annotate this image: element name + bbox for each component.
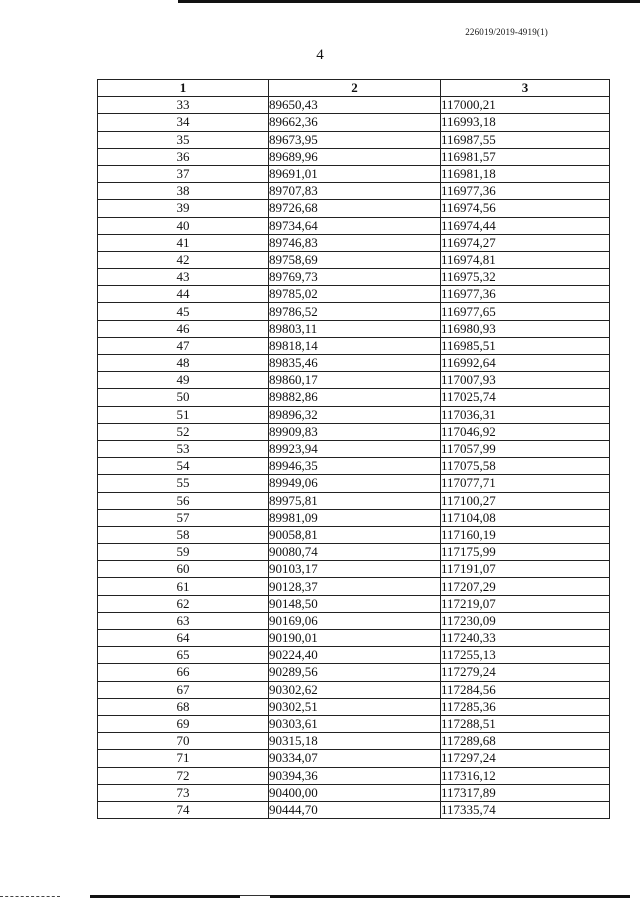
x-coordinate-cell: 89923,94 [269,440,441,457]
column-header-2: 2 [269,80,441,97]
point-number-cell: 46 [98,320,269,337]
y-coordinate-cell: 117240,33 [441,630,610,647]
point-number-cell: 47 [98,337,269,354]
table-row [98,269,610,286]
table-row [98,148,610,165]
y-coordinate-cell: 116987,55 [441,131,610,148]
x-coordinate-cell: 90080,74 [269,544,441,561]
table-header-row [98,80,610,97]
table-row [98,286,610,303]
x-coordinate-cell: 90302,51 [269,698,441,715]
y-coordinate-cell: 117279,24 [441,664,610,681]
document-id: 226019/2019-4919(1) [465,27,548,37]
table-row [98,183,610,200]
point-number-cell: 43 [98,269,269,286]
point-number-cell: 51 [98,406,269,423]
point-number-cell: 44 [98,286,269,303]
y-coordinate-cell: 117284,56 [441,681,610,698]
x-coordinate-cell: 90315,18 [269,733,441,750]
x-coordinate-cell: 90128,37 [269,578,441,595]
point-number-cell: 62 [98,595,269,612]
point-number-cell: 64 [98,630,269,647]
y-coordinate-cell: 117100,27 [441,492,610,509]
table-row [98,200,610,217]
table-row [98,114,610,131]
column-header-3: 3 [441,80,610,97]
point-number-cell: 57 [98,509,269,526]
table-row [98,784,610,801]
y-coordinate-cell: 117285,36 [441,698,610,715]
x-coordinate-cell: 89981,09 [269,509,441,526]
point-number-cell: 65 [98,647,269,664]
x-coordinate-cell: 90302,62 [269,681,441,698]
x-coordinate-cell: 89673,95 [269,131,441,148]
table-row [98,165,610,182]
table-row [98,733,610,750]
table-row [98,767,610,784]
y-coordinate-cell: 117175,99 [441,544,610,561]
point-number-cell: 69 [98,715,269,732]
y-coordinate-cell: 116977,65 [441,303,610,320]
x-coordinate-cell: 90190,01 [269,630,441,647]
point-number-cell: 53 [98,440,269,457]
table-row [98,372,610,389]
table-row [98,389,610,406]
y-coordinate-cell: 117007,93 [441,372,610,389]
y-coordinate-cell: 116980,93 [441,320,610,337]
table-row [98,251,610,268]
x-coordinate-cell: 90224,40 [269,647,441,664]
x-coordinate-cell: 89769,73 [269,269,441,286]
point-number-cell: 54 [98,458,269,475]
table-row [98,234,610,251]
y-coordinate-cell: 116974,56 [441,200,610,217]
x-coordinate-cell: 89650,43 [269,97,441,114]
x-coordinate-cell: 89975,81 [269,492,441,509]
x-coordinate-cell: 89835,46 [269,355,441,372]
y-coordinate-cell: 117000,21 [441,97,610,114]
x-coordinate-cell: 90303,61 [269,715,441,732]
table-row [98,647,610,664]
x-coordinate-cell: 89691,01 [269,165,441,182]
table-row [98,406,610,423]
y-coordinate-cell: 116977,36 [441,286,610,303]
table-row [98,664,610,681]
y-coordinate-cell: 116974,81 [441,251,610,268]
table-row [98,355,610,372]
y-coordinate-cell: 117297,24 [441,750,610,767]
table-row [98,630,610,647]
table-row [98,526,610,543]
x-coordinate-cell: 89909,83 [269,423,441,440]
x-coordinate-cell: 89860,17 [269,372,441,389]
y-coordinate-cell: 117316,12 [441,767,610,784]
y-coordinate-cell: 117077,71 [441,475,610,492]
x-coordinate-cell: 89803,11 [269,320,441,337]
y-coordinate-cell: 117288,51 [441,715,610,732]
x-coordinate-cell: 90394,36 [269,767,441,784]
y-coordinate-cell: 117335,74 [441,801,610,818]
table-row [98,612,610,629]
page-number: 4 [316,47,324,63]
y-coordinate-cell: 116981,57 [441,148,610,165]
y-coordinate-cell: 116985,51 [441,337,610,354]
y-coordinate-cell: 117046,92 [441,423,610,440]
point-number-cell: 70 [98,733,269,750]
y-coordinate-cell: 117230,09 [441,612,610,629]
table-row [98,595,610,612]
point-number-cell: 48 [98,355,269,372]
y-coordinate-cell: 116981,18 [441,165,610,182]
table-body [98,97,610,819]
point-number-cell: 38 [98,183,269,200]
y-coordinate-cell: 117191,07 [441,561,610,578]
x-coordinate-cell: 90400,00 [269,784,441,801]
point-number-cell: 60 [98,561,269,578]
point-number-cell: 61 [98,578,269,595]
x-coordinate-cell: 90289,56 [269,664,441,681]
y-coordinate-cell: 116977,36 [441,183,610,200]
point-number-cell: 34 [98,114,269,131]
y-coordinate-cell: 117104,08 [441,509,610,526]
y-coordinate-cell: 117317,89 [441,784,610,801]
table-row [98,475,610,492]
table-row [98,544,610,561]
x-coordinate-cell: 90444,70 [269,801,441,818]
y-coordinate-cell: 117057,99 [441,440,610,457]
table-row [98,320,610,337]
point-number-cell: 74 [98,801,269,818]
y-coordinate-cell: 117036,31 [441,406,610,423]
point-number-cell: 59 [98,544,269,561]
x-coordinate-cell: 89949,06 [269,475,441,492]
x-coordinate-cell: 90334,07 [269,750,441,767]
table-row [98,217,610,234]
point-number-cell: 36 [98,148,269,165]
y-coordinate-cell: 116993,18 [441,114,610,131]
point-number-cell: 50 [98,389,269,406]
point-number-cell: 37 [98,165,269,182]
x-coordinate-cell: 89662,36 [269,114,441,131]
table-row [98,131,610,148]
point-number-cell: 35 [98,131,269,148]
table-row [98,337,610,354]
point-number-cell: 40 [98,217,269,234]
point-number-cell: 45 [98,303,269,320]
x-coordinate-cell: 90058,81 [269,526,441,543]
y-coordinate-cell: 117219,07 [441,595,610,612]
table-row [98,698,610,715]
x-coordinate-cell: 89707,83 [269,183,441,200]
point-number-cell: 58 [98,526,269,543]
x-coordinate-cell: 89746,83 [269,234,441,251]
point-number-cell: 41 [98,234,269,251]
x-coordinate-cell: 90103,17 [269,561,441,578]
x-coordinate-cell: 89786,52 [269,303,441,320]
x-coordinate-cell: 89785,02 [269,286,441,303]
coordinates-table [97,79,610,819]
x-coordinate-cell: 89758,69 [269,251,441,268]
point-number-cell: 33 [98,97,269,114]
table-row [98,750,610,767]
y-coordinate-cell: 117289,68 [441,733,610,750]
y-coordinate-cell: 116974,44 [441,217,610,234]
bottom-scan-artifact [0,895,640,899]
x-coordinate-cell: 89726,68 [269,200,441,217]
table-row [98,492,610,509]
table-row [98,303,610,320]
x-coordinate-cell: 89734,64 [269,217,441,234]
x-coordinate-cell: 89818,14 [269,337,441,354]
table-row [98,423,610,440]
y-coordinate-cell: 117207,29 [441,578,610,595]
point-number-cell: 66 [98,664,269,681]
point-number-cell: 55 [98,475,269,492]
point-number-cell: 49 [98,372,269,389]
x-coordinate-cell: 90148,50 [269,595,441,612]
x-coordinate-cell: 89896,32 [269,406,441,423]
table-row [98,801,610,818]
point-number-cell: 68 [98,698,269,715]
table-row [98,681,610,698]
column-header-1: 1 [98,80,269,97]
table-row [98,97,610,114]
table-row [98,561,610,578]
point-number-cell: 71 [98,750,269,767]
y-coordinate-cell: 117075,58 [441,458,610,475]
point-number-cell: 42 [98,251,269,268]
y-coordinate-cell: 116975,32 [441,269,610,286]
y-coordinate-cell: 116992,64 [441,355,610,372]
x-coordinate-cell: 89946,35 [269,458,441,475]
point-number-cell: 52 [98,423,269,440]
y-coordinate-cell: 116974,27 [441,234,610,251]
x-coordinate-cell: 89689,96 [269,148,441,165]
table-row [98,578,610,595]
y-coordinate-cell: 117255,13 [441,647,610,664]
y-coordinate-cell: 117160,19 [441,526,610,543]
point-number-cell: 56 [98,492,269,509]
top-scan-rule [178,0,640,3]
point-number-cell: 73 [98,784,269,801]
x-coordinate-cell: 90169,06 [269,612,441,629]
x-coordinate-cell: 89882,86 [269,389,441,406]
table-row [98,440,610,457]
table-row [98,715,610,732]
point-number-cell: 72 [98,767,269,784]
table-row [98,509,610,526]
table-row [98,458,610,475]
point-number-cell: 39 [98,200,269,217]
y-coordinate-cell: 117025,74 [441,389,610,406]
point-number-cell: 67 [98,681,269,698]
point-number-cell: 63 [98,612,269,629]
